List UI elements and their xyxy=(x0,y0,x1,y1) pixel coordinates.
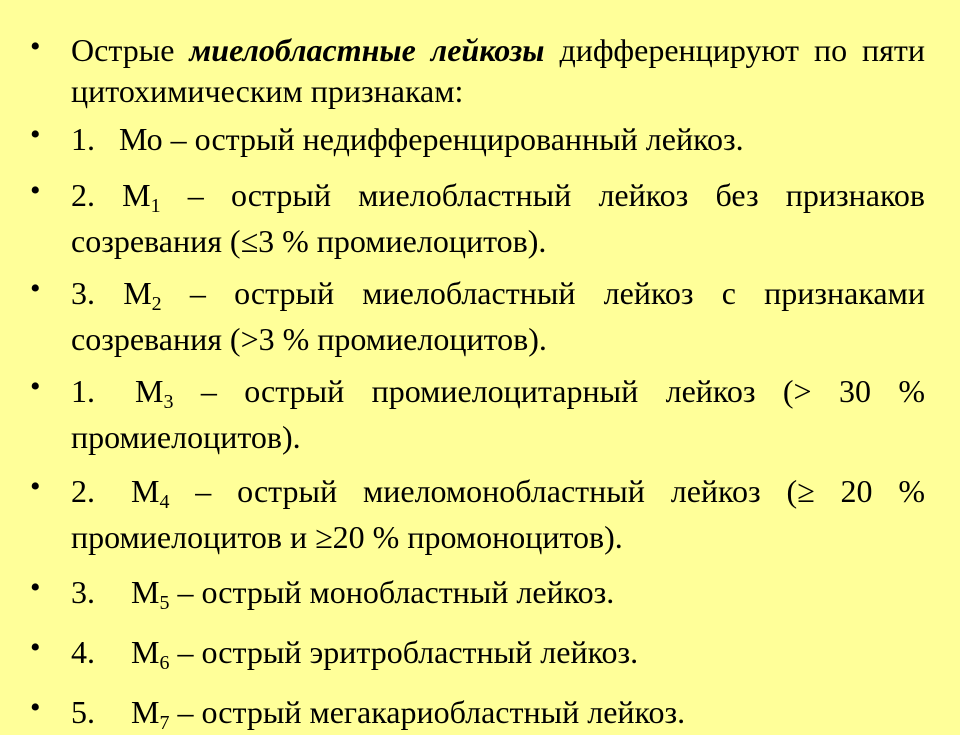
item-text xyxy=(71,468,925,560)
bullet-icon: • xyxy=(30,118,41,151)
item-lead: Острые xyxy=(71,32,190,68)
item-rest: дифференцируют по пяти цитохимическим признакам: xyxy=(71,32,925,109)
item-code-subscript: 2 xyxy=(151,293,162,315)
item-text xyxy=(71,30,925,112)
item-code: М xyxy=(131,473,160,509)
item-text xyxy=(71,270,925,362)
item-number: 2. xyxy=(71,177,95,213)
list-item xyxy=(30,30,925,112)
item-number: 3. xyxy=(71,574,95,610)
item-code-subscript: 5 xyxy=(159,592,170,614)
bullet-icon: • xyxy=(30,174,41,207)
list-item xyxy=(30,368,925,460)
bullet-icon: • xyxy=(30,272,41,305)
item-code-subscript: 4 xyxy=(159,491,170,513)
item-description: – острый мегакариобластный лейкоз. xyxy=(169,694,686,730)
item-number: 1. xyxy=(71,121,95,157)
bullet-icon: • xyxy=(30,470,41,503)
bullet-icon: • xyxy=(30,691,41,724)
item-code: Мо xyxy=(119,121,163,157)
item-description: – острый промиелоцитарный лейкоз (> 30 % промиелоцитов). xyxy=(71,373,925,455)
item-text xyxy=(71,116,925,162)
item-number: 4. xyxy=(71,634,95,670)
list-item xyxy=(30,172,925,264)
item-code-subscript: 1 xyxy=(150,195,161,217)
item-description: – острый монобластный лейкоз. xyxy=(169,574,615,610)
item-text xyxy=(71,569,925,615)
bullet-icon: • xyxy=(30,631,41,664)
item-number: 1. xyxy=(71,373,95,409)
item-description: – острый миелобластный лейкоз с признаками созревания (>3 % промиелоцитов). xyxy=(71,275,926,357)
list-item xyxy=(30,270,925,362)
list-item xyxy=(30,569,925,615)
item-description: – острый миеломонобластный лейкоз (≥ 20 % промиелоцитов и ≥20 % промоноцитов). xyxy=(71,473,925,555)
item-code: М xyxy=(123,275,152,311)
bullet-icon: • xyxy=(30,370,41,403)
bullet-icon: • xyxy=(30,30,41,63)
item-code: М xyxy=(131,634,160,670)
item-code: М xyxy=(131,694,160,730)
list-item xyxy=(30,468,925,560)
list-item xyxy=(30,689,925,735)
item-text xyxy=(71,172,925,264)
list-item xyxy=(30,116,925,162)
item-code-subscript: 7 xyxy=(159,712,170,734)
item-text xyxy=(71,689,925,735)
item-description: – острый миелобластный лейкоз без признаков созревания (≤3 % промиелоцитов). xyxy=(71,177,925,259)
item-code: М xyxy=(122,177,151,213)
list-item xyxy=(30,629,925,675)
item-emphasis: миелобластные лейкозы xyxy=(189,32,545,68)
item-code-subscript: 3 xyxy=(163,391,174,413)
item-description: – острый недифференцированный лейкоз. xyxy=(162,121,744,157)
bullet-icon: • xyxy=(30,571,41,604)
item-code: М xyxy=(131,574,160,610)
item-number: 5. xyxy=(71,694,95,730)
item-number: 2. xyxy=(71,473,95,509)
item-text xyxy=(71,368,925,460)
item-code-subscript: 6 xyxy=(159,652,170,674)
item-number: 3. xyxy=(71,275,95,311)
item-text xyxy=(71,629,925,675)
item-description: – острый эритробластный лейкоз. xyxy=(169,634,639,670)
item-code: М xyxy=(135,373,164,409)
